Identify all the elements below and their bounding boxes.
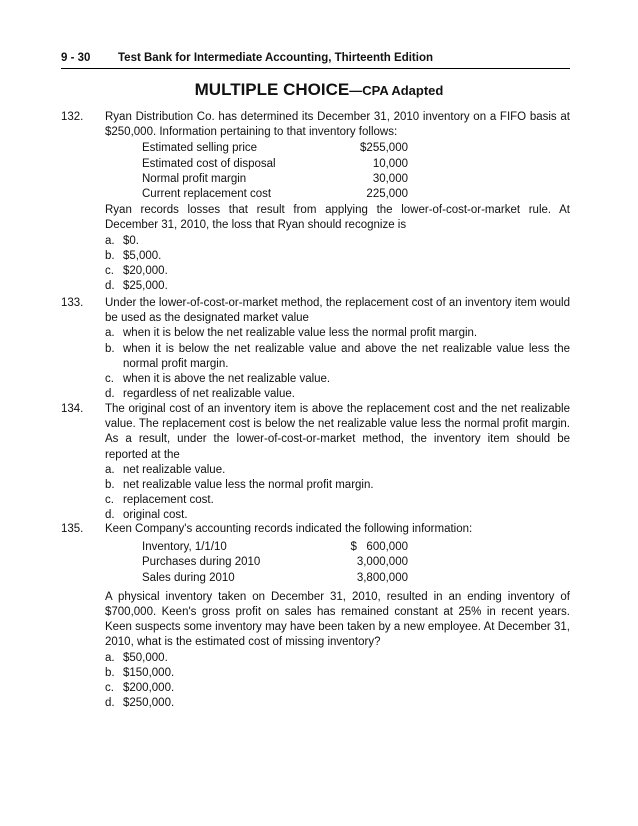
- table-row: Normal profit margin 30,000: [142, 172, 408, 185]
- answer-option: b. net realizable value less the normal profit margin.: [105, 479, 374, 492]
- section-title-main: MULTIPLE CHOICE: [194, 80, 350, 99]
- question-stem-continued: A physical inventory taken on December 31, 2010, resulted in an ending inventory of $700,000. Keen's gross profit on sales has remained constant at 25% in recent years. Keen suspects some inventory may have been taken by a new employee. At December 31, 2010, what is the estimated cost of missing inventory?: [105, 590, 570, 649]
- table-row: Estimated cost of disposal 10,000: [142, 157, 408, 170]
- answer-option: c. when it is above the net realizable value.: [105, 373, 331, 386]
- section-title: [0, 80, 638, 100]
- data-table: [142, 141, 408, 202]
- table-row: Estimated selling price $255,000: [142, 142, 408, 155]
- answer-option: a. $0.: [105, 234, 139, 247]
- question-133: [61, 296, 570, 402]
- question-stem: Keen Company's accounting records indicated the following information:: [105, 523, 473, 535]
- answer-option: b. $5,000.: [105, 249, 162, 262]
- question-number: 133.: [61, 297, 84, 309]
- section-title-suffix: —CPA Adapted: [349, 83, 444, 98]
- answer-option: c. $20,000.: [105, 265, 168, 278]
- data-table: [142, 540, 408, 586]
- answer-option: b. $150,000.: [105, 666, 175, 679]
- question-132: [61, 110, 570, 294]
- answer-option: d. original cost.: [105, 509, 188, 522]
- answer-option: b. when it is below the net realizable value and above the net realizable value less the normal profit margin.: [105, 342, 570, 370]
- question-stem: The original cost of an inventory item is above the replacement cost and the net realizable value. The replacement cost is below the net realizable value less the normal profit margin. As a result, under the lower-of-cost-or-market method, the inventory item should be reported at the: [105, 403, 570, 461]
- answer-option: c. $200,000.: [105, 682, 175, 695]
- question-stem: Ryan Distribution Co. has determined its December 31, 2010 inventory on a FIFO basis at $250,000. Information pertaining to that inventory follows:: [105, 111, 570, 139]
- book-title: Test Bank for Intermediate Accounting, Thirteenth Edition: [118, 52, 433, 64]
- answer-option: d. $250,000.: [105, 697, 175, 710]
- question-stem-continued: Ryan records losses that result from applying the lower-of-cost-or-market rule. At December 31, 2010, the loss that Ryan should recognize is: [105, 204, 570, 232]
- question-number: 135.: [61, 523, 84, 535]
- answer-option: d. regardless of net realizable value.: [105, 388, 295, 401]
- question-number: 134.: [61, 403, 84, 415]
- table-row: Sales during 2010 3,800,000: [142, 571, 408, 584]
- table-row: Purchases during 2010 3,000,000: [142, 556, 408, 569]
- question-stem: Under the lower-of-cost-or-market method, the replacement cost of an inventory item would be used as the designated market value: [105, 297, 570, 325]
- answer-option: a. $50,000.: [105, 651, 168, 664]
- page-header: [61, 46, 570, 69]
- answer-option: a. when it is below the net realizable value less the normal profit margin.: [105, 327, 478, 340]
- answer-option: c. replacement cost.: [105, 494, 214, 507]
- question-135: [61, 522, 570, 711]
- table-row: Inventory, 1/1/10 $ 600,000: [142, 541, 408, 554]
- answer-option: d. $25,000.: [105, 280, 168, 293]
- answer-option: a. net realizable value.: [105, 463, 226, 476]
- question-134: [61, 402, 570, 524]
- page-number: 9 - 30: [61, 52, 91, 64]
- question-number: 132.: [61, 111, 84, 123]
- table-row: Current replacement cost 225,000: [142, 188, 408, 201]
